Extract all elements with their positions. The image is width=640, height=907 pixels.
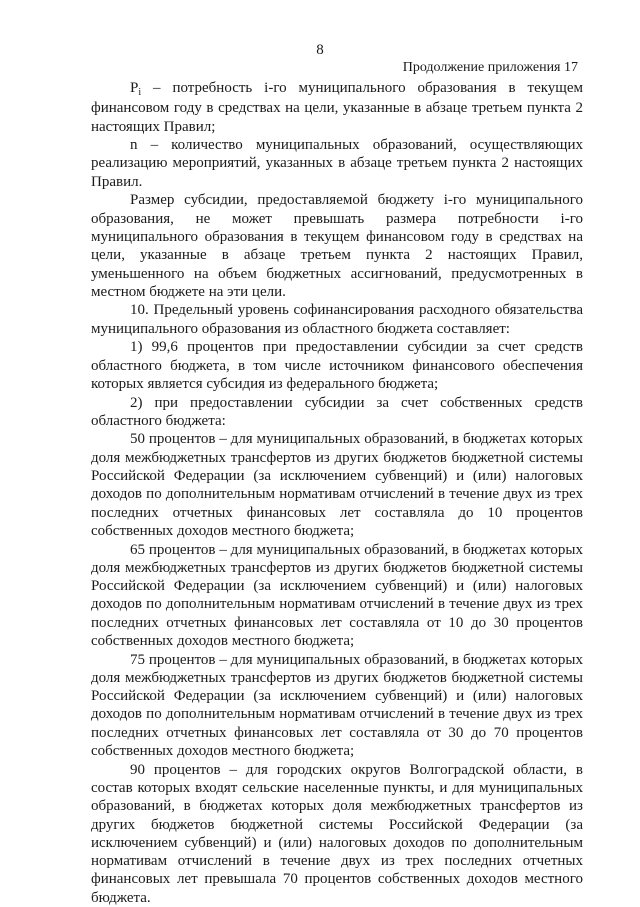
paragraph-90-percent: 90 процентов – для городских округов Волгоградской области, в состав которых входят сельские населенные пункты, и для муниципальных образований, в бюджетах которых доля межбюджетных трансфертов из других бюджетов бюджетной системы Российской Федерации (за исключением субвенций) и (или) налоговых доходов по дополнительным нормативам отчислений в течение двух из трех последних отчетных финансовых лет превышала 70 процентов собственных доходов местного бюджета. <box>91 761 583 906</box>
paragraph-subpoint-2: 2) при предоставлении субсидии за счет собственных средств областного бюджета: <box>91 394 583 429</box>
paragraph-65-percent: 65 процентов – для муниципальных образований, в бюджетах которых доля межбюджетных трансфертов из других бюджетов бюджетной системы Российской Федерации (за исключением субвенций) и (или) налоговых доходов по дополнительным нормативам отчислений в течение двух из трех последних отчетных финансовых лет составляла от 10 до 30 процентов собственных доходов местного бюджета; <box>91 541 583 649</box>
paragraph-n-definition: n – количество муниципальных образований, осуществляющих реализацию мероприятий, указанных в абзаце третьем пункта 2 настоящих Правил. <box>91 137 583 190</box>
appendix-continuation-label: Продолжение приложения 17 <box>402 60 578 75</box>
variable-subscript-i: i <box>138 87 142 98</box>
paragraph-50-percent: 50 процентов – для муниципальных образований, в бюджетах которых доля межбюджетных трансфертов из других бюджетов бюджетной системы Российской Федерации (за исключением субвенций) и (или) налоговых доходов по дополнительным нормативам отчислений в течение двух из трех последних отчетных финансовых лет составляла до 10 процентов собственных доходов местного бюджета; <box>91 431 583 539</box>
paragraph-75-percent: 75 процентов – для муниципальных образований, в бюджетах которых доля межбюджетных трансфертов из других бюджетов бюджетной системы Российской Федерации (за исключением субвенций) и (или) налоговых доходов по дополнительным нормативам отчислений в течение двух из трех последних отчетных финансовых лет составляла от 30 до 70 процентов собственных доходов местного бюджета; <box>91 651 583 760</box>
document-body <box>91 79 583 907</box>
paragraph-subsidy-limit: Размер субсидии, предоставляемой бюджету i-го муниципального образования, не может превышать размера потребности i-го муниципального образования в текущем финансовом году в средствах на цели, указанные в абзаце третьем пункта 2 настоящих Правил, уменьшенного на объем бюджетных ассигнований, предусмотренных в местном бюджете на эти цели. <box>91 192 583 300</box>
paragraph-pi-definition <box>91 79 583 136</box>
paragraph-subpoint-1: 1) 99,6 процентов при предоставлении субсидии за счет средств областного бюджета, в том числе источником финансового обеспечения которых является субсидия из федерального бюджета; <box>91 339 583 392</box>
variable-p: P <box>130 80 139 96</box>
paragraph-text: – потребность i-го муниципального образования в текущем финансовом году в средствах на цели, указанные в абзаце третьем пункта 2 настоящих Правил; <box>91 80 583 135</box>
page-number: 8 <box>316 42 324 58</box>
paragraph-point-10: 10. Предельный уровень софинансирования расходного обязательства муниципального образования из областного бюджета составляет: <box>91 302 583 337</box>
